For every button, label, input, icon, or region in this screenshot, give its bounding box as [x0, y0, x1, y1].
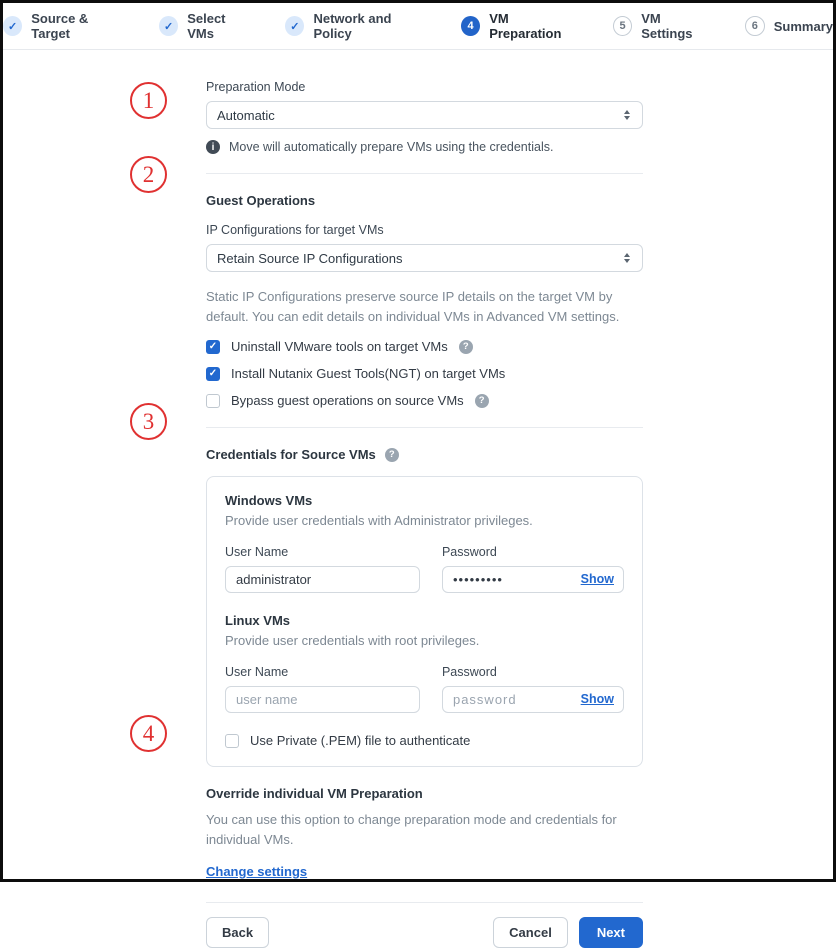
- checkbox-pem-file[interactable]: [225, 734, 239, 748]
- credentials-title: Credentials for Source VMs: [206, 447, 376, 462]
- wizard-stepper: [3, 3, 833, 50]
- step-summary[interactable]: [745, 16, 833, 36]
- footer-divider: [206, 902, 643, 903]
- select-arrows-icon: [624, 253, 630, 263]
- step-label: Source & Target: [31, 11, 89, 41]
- linux-username-label: User Name: [225, 665, 289, 679]
- annotation-circle-3: 3: [130, 403, 167, 440]
- checkbox-install-ngt[interactable]: ✓: [206, 367, 220, 381]
- windows-username-input[interactable]: [225, 566, 420, 593]
- step-label: VM Preparation: [489, 11, 562, 41]
- linux-username-input[interactable]: [225, 686, 420, 713]
- section-divider: [206, 173, 643, 174]
- preparation-mode-value: Automatic: [217, 107, 275, 123]
- linux-show-password-link[interactable]: Show: [580, 692, 614, 706]
- linux-vms-title: Linux VMs: [225, 613, 291, 628]
- help-icon[interactable]: ?: [475, 394, 489, 408]
- checkbox-uninstall-vmware-tools[interactable]: ✓: [206, 340, 220, 354]
- ip-config-select[interactable]: [206, 244, 643, 272]
- checkbox-row-uninstall-vmware-tools: [206, 339, 643, 354]
- step-vm-preparation[interactable]: [461, 11, 581, 41]
- linux-password-label: Password: [441, 665, 497, 679]
- step-label: Network and Policy: [313, 11, 392, 41]
- section-divider: [206, 427, 643, 428]
- ip-config-label: IP Configurations for target VMs: [206, 223, 384, 237]
- step-number: 4: [461, 16, 480, 36]
- checkbox-label: Install Nutanix Guest Tools(NGT) on target VMs: [231, 366, 506, 381]
- credentials-card: [206, 476, 643, 767]
- checkbox-label: Use Private (.PEM) file to authenticate: [250, 733, 471, 748]
- checkbox-label: Bypass guest operations on source VMs: [231, 393, 464, 408]
- step-source-target[interactable]: [3, 11, 127, 41]
- check-icon: ✓: [3, 16, 22, 36]
- step-network-policy[interactable]: [285, 11, 429, 41]
- annotation-circle-2: 2: [130, 156, 167, 193]
- ip-config-description: Static IP Configurations preserve source IP details on the target VM by default. You can edit details on individual VMs in Advanced VM settings.: [206, 289, 620, 324]
- checkbox-row-install-ngt: [206, 366, 643, 381]
- checkbox-row-bypass-guest-operations: [206, 393, 643, 408]
- help-icon[interactable]: ?: [459, 340, 473, 354]
- step-label: Summary: [773, 18, 833, 34]
- annotation-circle-1: 1: [130, 82, 167, 119]
- back-button[interactable]: Back: [206, 917, 269, 948]
- check-icon: ✓: [159, 16, 178, 36]
- preparation-mode-select[interactable]: [206, 101, 643, 129]
- check-icon: ✓: [285, 16, 304, 36]
- step-number: 6: [745, 16, 765, 36]
- override-title: Override individual VM Preparation: [206, 786, 423, 801]
- change-settings-link[interactable]: Change settings: [206, 864, 308, 879]
- override-description: You can use this option to change preparation mode and credentials for individual VMs.: [206, 812, 617, 847]
- ip-config-value: Retain Source IP Configurations: [217, 250, 403, 266]
- windows-vms-title: Windows VMs: [225, 493, 313, 508]
- windows-username-label: User Name: [225, 545, 289, 559]
- next-button[interactable]: Next: [579, 917, 643, 948]
- linux-vms-subtitle: Provide user credentials with root privileges.: [225, 633, 480, 648]
- checkbox-row-pem-file: [225, 733, 624, 748]
- checkbox-bypass-guest-operations[interactable]: [206, 394, 220, 408]
- info-icon: i: [206, 140, 220, 154]
- preparation-mode-label: Preparation Mode: [206, 80, 306, 94]
- step-select-vms[interactable]: [159, 11, 253, 41]
- step-vm-settings[interactable]: [613, 11, 713, 41]
- step-label: VM Settings: [641, 11, 693, 41]
- windows-vms-subtitle: Provide user credentials with Administrator privileges.: [225, 513, 533, 528]
- windows-show-password-link[interactable]: Show: [580, 572, 614, 586]
- annotation-circle-4: 4: [130, 715, 167, 752]
- step-number: 5: [613, 16, 632, 36]
- preparation-mode-info-text: Move will automatically prepare VMs using the credentials.: [229, 140, 554, 154]
- windows-password-label: Password: [441, 545, 497, 559]
- cancel-button[interactable]: Cancel: [493, 917, 568, 948]
- step-label: Select VMs: [187, 11, 226, 41]
- guest-operations-title: Guest Operations: [206, 193, 316, 208]
- select-arrows-icon: [624, 110, 630, 120]
- checkbox-label: Uninstall VMware tools on target VMs: [231, 339, 448, 354]
- help-icon[interactable]: ?: [385, 448, 399, 462]
